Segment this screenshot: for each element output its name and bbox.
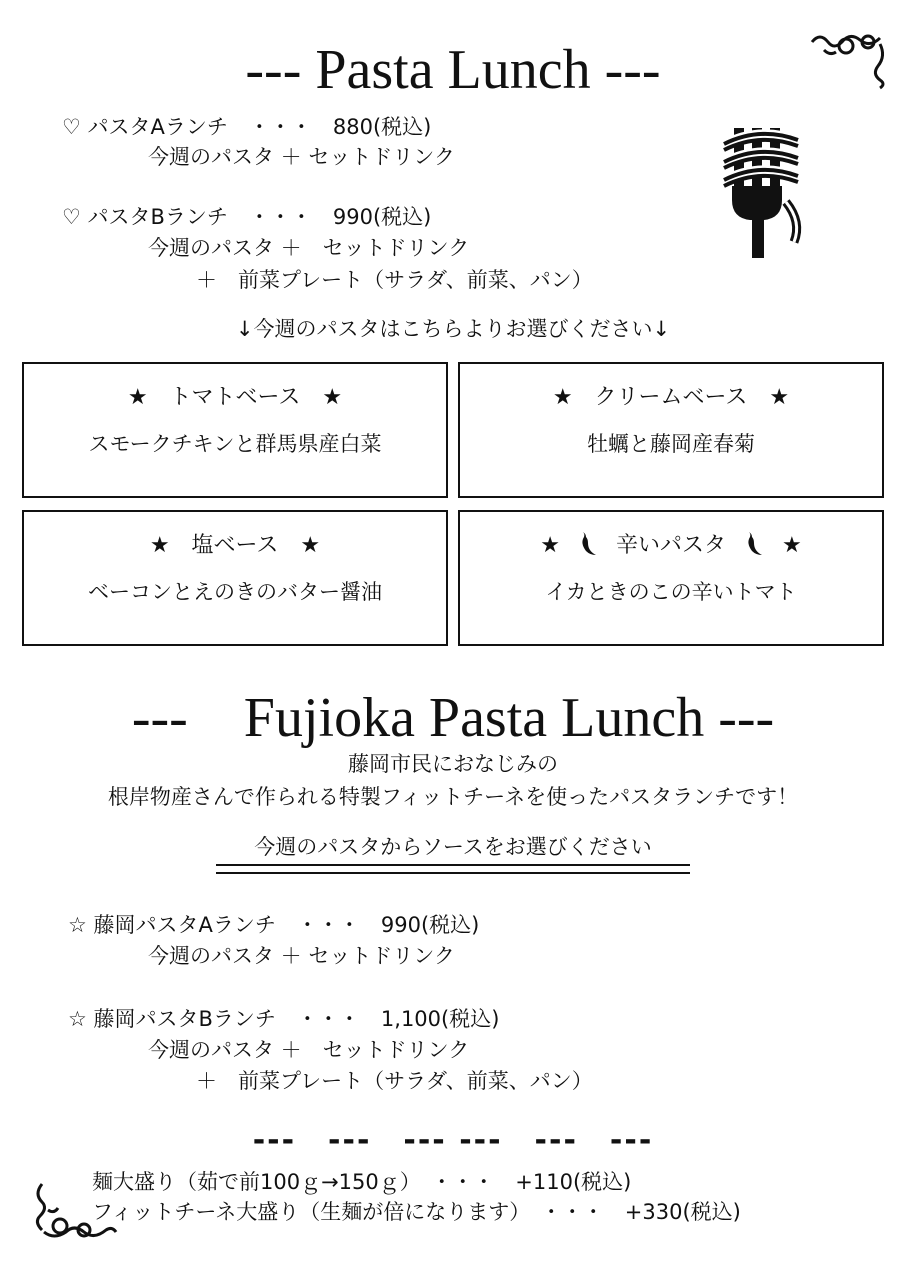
pasta-a-lunch-detail: 今週のパスタ ＋ セットドリンク — [148, 145, 455, 169]
fujioka-a-lunch-name: ☆ 藤岡パスタAランチ ・・・ 990(税込) — [68, 913, 480, 937]
box-header: ★ トマトベース ★ — [127, 385, 343, 410]
star-left: ★ — [540, 533, 560, 558]
spicy-pasta-label: 辛いパスタ — [615, 533, 726, 558]
sauce-choose-note: 今週のパスタからソースをお選びください — [254, 835, 652, 859]
fujioka-intro-1: 藤岡市民におなじみの — [348, 752, 558, 776]
menu-box-tomato — [22, 362, 448, 498]
menu-box-spicy — [458, 510, 884, 646]
pasta-b-lunch-detail-2: ＋ 前菜プレート（サラダ、前菜、パン） — [196, 268, 593, 292]
fujioka-a-lunch-detail: 今週のパスタ ＋ セットドリンク — [148, 944, 455, 968]
box-dish: イカときのこの辛いトマト — [545, 580, 797, 604]
pasta-lunch-title: --- Pasta Lunch --- — [245, 39, 661, 101]
pasta-b-lunch-detail-1: 今週のパスタ ＋ セットドリンク — [148, 236, 470, 260]
box-dish: ベーコンとえのきのバター醤油 — [88, 580, 382, 604]
choose-pasta-note: ↓今週のパスタはこちらよりお選びください↓ — [235, 317, 671, 341]
fujioka-b-lunch-detail-2: ＋ 前菜プレート（サラダ、前菜、パン） — [196, 1069, 593, 1093]
chili-pepper-icon — [743, 530, 765, 556]
section-divider: --- --- --- --- --- --- — [252, 1123, 654, 1158]
option-noodle-large: 麺大盛り（茹で前100ｇ→150ｇ） ・・・ +110(税込) — [92, 1170, 632, 1194]
fork-pasta-icon — [720, 124, 810, 264]
option-fettuccine-large: フィットチーネ大盛り（生麺が倍になります） ・・・ +330(税込) — [92, 1200, 741, 1224]
box-header — [460, 528, 882, 559]
fujioka-intro-2: 根岸物産さんで作られる特製フィットチーネを使ったパスタランチです！ — [107, 785, 799, 809]
fujioka-b-lunch-detail-1: 今週のパスタ ＋ セットドリンク — [148, 1038, 470, 1062]
box-header: ★ クリームベース ★ — [552, 385, 790, 410]
box-header: ★ 塩ベース ★ — [149, 533, 321, 558]
box-dish: 牡蠣と藤岡産春菊 — [587, 432, 755, 456]
menu-box-salt — [22, 510, 448, 646]
star-right: ★ — [782, 533, 802, 558]
fujioka-pasta-lunch-title: --- Fujioka Pasta Lunch --- — [131, 687, 775, 749]
fujioka-b-lunch-name: ☆ 藤岡パスタBランチ ・・・ 1,100(税込) — [68, 1007, 500, 1031]
sauce-note-double-underline — [216, 864, 690, 874]
chili-pepper-icon — [577, 530, 599, 556]
pasta-b-lunch-name: ♡ パスタBランチ ・・・ 990(税込) — [62, 205, 432, 229]
box-dish: スモークチキンと群馬県産白菜 — [88, 432, 382, 456]
menu-box-cream — [458, 362, 884, 498]
pasta-a-lunch-name: ♡ パスタAランチ ・・・ 880(税込) — [62, 115, 432, 139]
